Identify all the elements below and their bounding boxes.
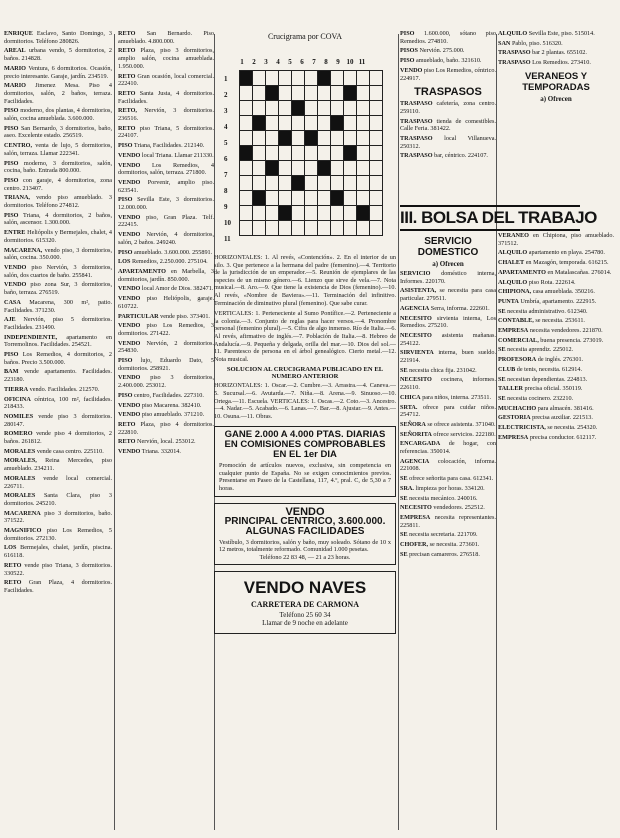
classified-ad: PISO Triana, Facilidades. 212140.	[118, 142, 205, 150]
crossword-cell	[357, 161, 370, 176]
crossword-verticales: VERTICALES: 1. Perteneciente al Sumo Pontífice.—2. Perteneciente a la colonia.—3. Conjunto de reglas para hacer versos.—4. Pronombre personal (femenino plural).—5. Cifra de algo inmenso. Río de Italia.—6. Al revés, afirmativo de inglés.—7. Población de Italia.—8. Hebreo de Andalucía.—9. Pequeña y delgada, orilla del mar.—10. Dios del sol.—11. Parentesco de persona en el árbol genealógico. Cierto metal.—12. Nota musical.	[214, 310, 396, 363]
classified-ad: TALLER precisa oficial. 350119.	[498, 385, 583, 393]
crossword-title: Crucigrama por COVA	[267, 32, 343, 41]
classified-ad: VENDO local Triana. Llamar 211330.	[118, 151, 214, 159]
crossword-cell	[318, 191, 331, 206]
gane-headline: GANE 2.000 A 4.000 PTAS. DIARIAS EN COMISIONES COMPROBABLES EN EL 1er DIA	[224, 429, 386, 461]
classified-ad: VENDO piso amueblado. 371210.	[118, 411, 205, 419]
crossword-cell	[344, 116, 357, 131]
classified-ad: TRASPASO bar, céntrico. 224107.	[400, 152, 488, 160]
classified-ad: SRA. limpieza por horas. 334120.	[400, 484, 485, 492]
classified-ad: NECESITO cocinera, informes. 226110.	[400, 376, 496, 392]
classified-ad: RETO piso Triana, 5 dormitorios. 224107.	[118, 124, 214, 140]
crossword-cell	[370, 71, 383, 86]
crossword-col-number: 1	[240, 58, 244, 66]
servicio-domestico-heading: SERVICIO DOMESTICO	[417, 236, 479, 258]
classified-ad: LOS Remedios, 2.250.000. 275104.	[118, 258, 208, 266]
crossword-cell	[305, 131, 318, 146]
crossword-cell	[279, 101, 292, 116]
classified-ad: PISO centro, Facilidades. 227310.	[118, 391, 204, 399]
classified-ad: RETO Gran ocasión, local comercial. 222410.	[118, 72, 214, 88]
classified-ad: PISO amueblado. 3.600.000. 255891.	[118, 248, 213, 256]
classified-ad: AREAL urbana vendo, 5 dormitorios, 2 baños. 214828.	[4, 47, 112, 63]
crossword-cell	[292, 101, 305, 116]
vendo-title: VENDO	[285, 505, 325, 518]
classified-ad: VENDO Nervión, 2 dormitorios. 254830.	[118, 339, 214, 355]
classified-ad: MORALES vende local comercial. 226711.	[4, 474, 112, 490]
classifieds-column-5-top	[498, 30, 614, 202]
classified-ad: SE necesita secretaria. 221709.	[400, 531, 478, 539]
crossword-cell	[279, 176, 292, 191]
classified-ad: ENRIQUE Esclavo, Santo Domingo, 3 dormitorios. Teléfono 280826.	[4, 30, 112, 45]
crossword-row-numbers	[224, 71, 231, 247]
crossword-cell	[305, 86, 318, 101]
classified-ad: NECESITO asistenta mañanas. 254122.	[400, 331, 496, 347]
classified-ad: CHIPIONA, casa amueblada. 350216.	[498, 288, 595, 296]
crossword-row-number: 9	[224, 203, 228, 211]
vendo-body: Vestíbulo, 3 dormitorios, salón y baño, muy soleado. Sótano de 10 x 12 metros, totalmente reformado. Comunidad 1.000 pesetas.	[219, 538, 391, 554]
crossword-col-number: 11	[358, 58, 366, 66]
classified-ad: RETO Nervión, local. 253012.	[118, 438, 196, 446]
classified-ad: RETO vende piso Triana, 3 dormitorios. 330522.	[4, 561, 112, 577]
crossword-cell	[370, 131, 383, 146]
naves-footer: Llamar de 9 noche en adelante	[262, 619, 348, 628]
classified-ad: EMPRESA precisa conductor. 612117.	[498, 433, 597, 441]
crossword-cell	[344, 221, 357, 236]
crossword-cell	[318, 221, 331, 236]
crossword-cell	[253, 146, 266, 161]
crossword-cell	[292, 116, 305, 131]
crossword-row-number: 2	[224, 91, 228, 99]
classified-ad: TRASPASO Los Remedios. 273410.	[498, 59, 591, 67]
classified-ad: ENTRE Heliópolis y Bermejales, chalet, 4 dormitorios. 615320.	[4, 229, 112, 244]
crossword-cell	[318, 101, 331, 116]
crossword-cell	[240, 191, 253, 206]
classified-ad: MACARENA, vendo piso, 3 dormitorios, salón, cocina. 350.000.	[4, 246, 112, 262]
servicio-ofrecen: a) Ofrecen	[432, 260, 464, 268]
crossword-cell	[370, 101, 383, 116]
crossword-cell	[331, 206, 344, 221]
crossword-cell	[266, 206, 279, 221]
classifieds-column-1	[4, 30, 112, 832]
crossword-cell	[292, 221, 305, 236]
classified-ad: PISO Los Remedios, 4 dormitorios, 2 baños. Precio 3.500.000.	[4, 351, 112, 366]
crossword-col-number: 9	[336, 58, 340, 66]
crossword-cell	[318, 86, 331, 101]
crossword-cell	[266, 146, 279, 161]
classifieds-column-2	[118, 30, 214, 832]
crossword-cell	[292, 191, 305, 206]
crossword-cell	[318, 116, 331, 131]
crossword-cell	[305, 146, 318, 161]
crossword-cell	[279, 116, 292, 131]
classified-ad: TRASPASO bar 2 plantas. 655102.	[498, 49, 587, 57]
crossword-cell	[253, 176, 266, 191]
crossword-cell	[253, 161, 266, 176]
crossword-cell	[370, 86, 383, 101]
crossword-cell	[357, 131, 370, 146]
crossword-cell	[305, 116, 318, 131]
classified-ad: AGENCIA Serra, informa. 222601.	[400, 304, 490, 312]
crossword-cell	[370, 191, 383, 206]
classified-ad: SAN Pablo, piso. 516320.	[498, 39, 563, 47]
crossword-cell	[292, 146, 305, 161]
crossword-solution: HORIZONTALES: 1. Oscar.—2. Cumbre.—3. Arrastra.—4. Caneva.—5. Sucursal.—6. Avutarda.—7. Niña.—8. Arena.—9. Sinuoso.—10. Ortega.—11. Escuela. VERTICALES: 1. Oscas.—2. Coto.—3. Ancestro.—4. Nadar.—5. Acabado.—6. Lanas.—7. Bar.—8. Ajustar.—9. Antes.—10. Osuna.—11. Obras.	[214, 382, 396, 420]
classified-ad: LOS Bermejales, chalet, jardín, piscina. 616118.	[4, 544, 112, 560]
classified-ad: VERANEO en Chipiona, piso amueblado. 371512.	[498, 232, 614, 247]
classified-ad: MORALES vende casa centro. 225110.	[4, 447, 104, 455]
crossword-cell	[266, 221, 279, 236]
crossword-cell	[331, 116, 344, 131]
bolsa-column-5	[498, 232, 614, 832]
classified-ad: PISOS Nervión. 275.000.	[400, 47, 465, 55]
crossword-cell	[253, 116, 266, 131]
crossword-cell	[305, 221, 318, 236]
classified-ad: SE necesita mecánico. 240016.	[400, 494, 478, 502]
crossword-cell	[331, 71, 344, 86]
classified-ad: SE ofrece señorita para casa. 612341.	[400, 475, 494, 483]
crossword-cell	[331, 221, 344, 236]
classified-ad: VENDO piso Nervión, 3 dormitorios, salón, dos cuartos de baño. 255841.	[4, 263, 112, 279]
crossword-column-numbers	[236, 58, 368, 66]
classified-ad: ROMERO vende piso 4 dormitorios, 2 baños. 261812.	[4, 430, 112, 446]
crossword-cell	[370, 161, 383, 176]
crossword-cell	[305, 161, 318, 176]
classified-ad: VENDO piso, Gran Plaza. Telf. 222415.	[118, 213, 214, 229]
classified-ad: RETO, Nervión, 3 dormitorios. 236516.	[118, 107, 214, 123]
crossword-row-number: 6	[224, 155, 228, 163]
classified-ad: ALQUILO apartamento en playa. 254780.	[498, 249, 605, 257]
crossword-cell	[279, 161, 292, 176]
crossword-cell	[331, 176, 344, 191]
classified-ad: VENDO Porvenir, amplio piso. 623541.	[118, 178, 214, 194]
crossword-cell	[253, 206, 266, 221]
crossword-cell	[344, 71, 357, 86]
classified-ad: RETO Gran Plaza, 4 dormitorios. Facilidades.	[4, 579, 112, 594]
vendo-phone: Teléfono 22 83 48, — 21 a 23 horas.	[259, 553, 351, 561]
classified-ad: SEÑORITA ofrece servicios. 222180.	[400, 430, 496, 438]
classified-ad: INDEPENDIENTE, apartamento en Torremolinos. Facilidades. 254521.	[4, 333, 112, 349]
crossword-cell	[305, 191, 318, 206]
crossword-cell	[331, 146, 344, 161]
crossword-solution-heading: SOLUCION AL CRUCIGRAMA PUBLICADO EN EL NUMERO ANTERIOR	[226, 366, 384, 381]
classified-ad: MACARENA piso 3 dormitorios, baño. 371522.	[4, 509, 112, 525]
classified-ad: GESTORIA precisa auxiliar. 221513.	[498, 414, 593, 422]
crossword-cell	[357, 71, 370, 86]
crossword-cell	[292, 131, 305, 146]
crossword-horizontales: HORIZONTALES: 1. Al revés, «Contención». 2. En el interior de un silo. 3. Que pertenece a la hermana del padre (femenino).—4. Territorio de la jurisdicción de un emperador.—5. Reunión de ejemplares de las especies de un mismo género.—6. Lienzo que sirve de vela.—7. Nota musical.—8. Aro.—9. Que tiene la existencia de Dios (femenino).—10. Al revés, «Nombre de Baviera».—11. Terminación del infinitivo. Terminación de diminutivo plural (femenino). Que sabe curar.	[214, 254, 396, 307]
crossword-cell	[292, 176, 305, 191]
classified-ad: RETO Plaza, piso 4 dormitorios. 222810.	[118, 420, 214, 436]
classified-ad: VENDO local Amor de Dios. 382471.	[118, 285, 214, 293]
classified-ad: CENTRO, venta de lujo, 5 dormitorios, salón, terraza. Llamar 222341.	[4, 142, 112, 157]
gane-body: Promoción de artículos nuevos, exclusiva, sin competencia en cualquier punto de España. No se exigen conocimientos previos. Presentarse en Paseo de la Castellana, 117, 4.º, pral. C, de 5,30 a 7 horas.	[219, 462, 391, 493]
classified-ad: PISO Triana, 4 dormitorios, 2 baños, salón, ascensor. 1.300.000.	[4, 211, 112, 227]
crossword-cell	[370, 176, 383, 191]
classified-ad: ALQUILO Sevilla Este, piso. 515014.	[498, 30, 595, 37]
classified-ad: CLUB de tenis, necesita. 612914.	[498, 365, 583, 373]
classified-ad: VENDO piso 3 dormitorios, 2.400.000. 253012.	[118, 374, 214, 390]
crossword-cell	[331, 131, 344, 146]
classified-ad: VENDO Triana. 332014.	[118, 448, 181, 456]
crossword-col-number: 4	[276, 58, 280, 66]
gane-ad	[214, 426, 396, 496]
crossword-cell	[344, 176, 357, 191]
classified-ad: VENDO piso Macarena. 382410.	[118, 401, 202, 409]
classified-ad: VENDO Nervión, 4 dormitorios, salón, 2 baños. 249240.	[118, 231, 214, 246]
classified-ad: SE necesita aprendiz. 225012.	[498, 346, 574, 354]
naves-phone: Teléfono 25 60 34	[279, 611, 331, 620]
crossword-cell	[253, 101, 266, 116]
classified-ad: VENDO piso zona Sur, 3 dormitorios, baño, terraza. 276519.	[4, 281, 112, 297]
classified-ad: OFICINA céntrica, 100 m², facilidades. 218433.	[4, 395, 112, 411]
crossword-cell	[279, 86, 292, 101]
classified-ad: PISO moderno, dos plantas, 4 dormitorios, salón, cocina amueblada. 3.600.000.	[4, 107, 112, 123]
crossword-cell	[370, 116, 383, 131]
crossword-cell	[279, 221, 292, 236]
classified-ad: PUNTA Umbría, apartamento. 222915.	[498, 297, 597, 305]
crossword-cell	[331, 191, 344, 206]
crossword-cell	[305, 101, 318, 116]
classified-ad: TRASPASO local Villanueva. 250312.	[400, 135, 496, 150]
crossword-cell	[318, 71, 331, 86]
classified-ad: MAGNIFICO piso Los Remedios, 5 dormitorios. 272130.	[4, 527, 112, 542]
crossword-row-number: 5	[224, 139, 228, 147]
crossword-cell	[357, 176, 370, 191]
classified-ad: PISO San Bernardo, 3 dormitorios, baño, aseo. Excelente estado. 256519.	[4, 124, 112, 140]
crossword-cell	[357, 101, 370, 116]
crossword-cell	[266, 101, 279, 116]
classified-ad: PROFESORA de inglés. 276301.	[498, 356, 584, 364]
crossword-cell	[253, 71, 266, 86]
classified-ad: SE precisan camareros. 276518.	[400, 550, 480, 558]
crossword-cell	[240, 116, 253, 131]
naves-subtitle: CARRETERA DE CARMONA	[250, 600, 359, 610]
classified-ad: SE necesitan dependientas. 224813.	[498, 375, 588, 383]
crossword-col-number: 6	[300, 58, 304, 66]
classified-ad: TRASPASO cafetería, zona centro. 259110.	[400, 100, 496, 115]
crossword-cell	[370, 221, 383, 236]
classified-ad: TIERRA vendo. Facilidades. 212570.	[4, 385, 100, 393]
classified-ad: SEÑORA se ofrece asistenta. 371040.	[400, 420, 496, 428]
crossword-cell	[266, 71, 279, 86]
crossword-cell	[305, 71, 318, 86]
classified-ad: APARTAMENTO en Matalascañas. 276014.	[498, 268, 612, 276]
crossword-cell	[279, 206, 292, 221]
classified-ad: PISO amueblado, baño. 321610.	[400, 57, 482, 65]
crossword-cell	[357, 191, 370, 206]
classified-ad: CASA Macarena, 300 m², patio. Facilidades. 371230.	[4, 298, 112, 314]
classified-ad: NECESITO sirvienta interna, Los Remedios. 275210.	[400, 314, 496, 330]
classified-ad: VENDO piso Heliópolis, garaje. 610722.	[118, 295, 214, 310]
crossword-cell	[253, 86, 266, 101]
classified-ad: MORALES, Reina Mercedes, piso amueblado. 234211.	[4, 457, 112, 473]
classified-ad: VENDO Los Remedios, 4 dormitorios, salón, terraza. 271800.	[118, 161, 214, 177]
bolsa-column-4	[400, 232, 496, 832]
crossword-row-number: 10	[224, 219, 231, 227]
classified-ad: CHICA para niños, interna. 273511.	[400, 393, 492, 401]
crossword-cell	[344, 191, 357, 206]
classified-ad: SE necesita administrativo. 612340.	[498, 307, 588, 315]
classified-ad: PISO moderno, 3 dormitorios, salón, cocina, baño. Entrada 800.000.	[4, 159, 112, 175]
crossword-cell	[266, 116, 279, 131]
crossword-row-number: 4	[224, 123, 228, 131]
classified-ad: RETO San Bernardo. Piso amueblado. 4.800.000.	[118, 30, 214, 45]
crossword-col-number: 10	[346, 58, 354, 66]
classified-ad: COMERCIAL, buena presencia. 273019.	[498, 336, 604, 344]
crossword-cell	[344, 146, 357, 161]
vendo-principal-ad	[214, 503, 396, 566]
crossword-cell	[357, 86, 370, 101]
classified-ad: SE necesita cocinero. 232210.	[498, 394, 574, 402]
crossword-cell	[344, 101, 357, 116]
crossword-cell	[292, 161, 305, 176]
classified-ad: CHALET en Mazagón, temporada. 616215.	[498, 259, 609, 267]
classified-ad: PISO con garaje, 4 dormitorios, zona centro. 213407.	[4, 176, 112, 192]
crossword-cell	[344, 131, 357, 146]
classified-ad: VENDO piso Los Remedios, céntrico. 224917.	[400, 66, 496, 82]
crossword-col-number: 8	[324, 58, 328, 66]
crossword-cell	[266, 86, 279, 101]
classified-ad: BAM vende apartamento. Facilidades. 223180.	[4, 368, 112, 384]
crossword-cell	[331, 86, 344, 101]
traspasos-heading: TRASPASOS	[414, 86, 482, 99]
crossword-cell	[279, 191, 292, 206]
classified-ad: TRASPASO tienda de comestibles. Calle Feria. 381422.	[400, 117, 496, 133]
vendo-headline: PRINCIPAL CENTRICO, 3.600.000. ALGUNAS FACILIDADES	[224, 515, 386, 537]
crossword-row-number: 1	[224, 75, 228, 83]
crossword-row-number: 7	[224, 171, 228, 179]
classified-ad: MARIO Jimenez Mesa. Piso 4 dormitorios, salón, 2 baños, terraza. Facilidades.	[4, 82, 112, 105]
classified-ad: APARTAMENTO en Marbella, 3 dormitorios, jardín. 850.000.	[118, 267, 214, 283]
crossword-cell	[344, 161, 357, 176]
classified-ad: NECESITO vendedores. 252512.	[400, 504, 485, 512]
classified-ad: EMPRESA necesita vendedores. 221870.	[498, 327, 603, 335]
crossword-cell	[331, 101, 344, 116]
crossword-cell	[266, 191, 279, 206]
crossword-grid	[239, 70, 383, 236]
classified-ad: ALQUILO piso Rota. 222614.	[498, 278, 576, 286]
crossword-col-number: 2	[252, 58, 256, 66]
vendo-naves-ad	[214, 571, 396, 634]
crossword-cell	[240, 176, 253, 191]
crossword-cell	[279, 131, 292, 146]
crossword-cell	[318, 146, 331, 161]
crossword-cell	[240, 161, 253, 176]
crossword-cell	[240, 131, 253, 146]
classified-ad: NOMILES vende piso 3 dormitorios. 280147.	[4, 412, 112, 428]
crossword-cell	[240, 86, 253, 101]
crossword-cell	[305, 206, 318, 221]
crossword-cell	[344, 86, 357, 101]
classified-ad: MORALES Santa Clara, piso 3 dormitorios. 245210.	[4, 492, 112, 507]
crossword-puzzle	[214, 44, 396, 254]
classified-ad: AGENCIA colocación, informa. 221008.	[400, 457, 496, 473]
crossword-cell	[240, 101, 253, 116]
classified-ad: TRIANA, vendo piso amueblado. 3 dormitorios. Teléfono 274812.	[4, 194, 112, 210]
classified-ad: RETO Santa Justa, 4 dormitorios. Facilidades.	[118, 89, 214, 105]
crossword-row-number: 8	[224, 187, 228, 195]
crossword-cell	[305, 176, 318, 191]
crossword-cell	[344, 206, 357, 221]
classified-ad: CONTABLE, se necesita. 253611.	[498, 317, 585, 325]
classified-ad: MARIO Ventura, 6 dormitorios. Ocasión, precio interesante. Garaje, jardín. 234519.	[4, 64, 112, 80]
crossword-cell	[266, 161, 279, 176]
classified-ad: VENDO piso Los Remedios, 3 dormitorios. 271422.	[118, 322, 214, 337]
classified-ad: ASISTENTA, se necesita para casa particular. 279511.	[400, 287, 496, 303]
classified-ad: SE necesita chica fija. 231042.	[400, 366, 477, 374]
classified-ad: EMPRESA necesita representantes. 225811.	[400, 513, 496, 529]
naves-title: VENDO NAVES	[243, 578, 367, 598]
crossword-col-number: 3	[264, 58, 268, 66]
classified-ad: ELECTRICISTA, se necesita. 254320.	[498, 424, 598, 432]
crossword-cell	[253, 221, 266, 236]
crossword-cell	[279, 71, 292, 86]
crossword-cell	[266, 176, 279, 191]
crossword-cell	[331, 161, 344, 176]
veraneos-heading: VERANEOS Y TEMPORADAS	[522, 70, 590, 93]
crossword-column	[214, 30, 396, 832]
crossword-cell	[240, 221, 253, 236]
crossword-cell	[253, 131, 266, 146]
classified-ad: ENCARGADA de hogar, con referencias. 350014.	[400, 440, 496, 456]
crossword-cell	[318, 176, 331, 191]
crossword-cell	[292, 71, 305, 86]
classified-ad: RETO Plaza, piso 3 dormitorios, amplio salón, cocina amueblada. 1.950.000.	[118, 47, 214, 70]
classified-ad: PISO Sevilla Este, 3 dormitorios. 12.000.000.	[118, 196, 214, 212]
classified-ad: PISO lujo, Eduardo Dato, 5 dormitorios. 258921.	[118, 357, 214, 372]
classified-ad: CHOFER, se necesita. 273601.	[400, 541, 480, 549]
crossword-row-number: 3	[224, 107, 228, 115]
crossword-cell	[318, 206, 331, 221]
classified-ad: SIRVIENTA interna, buen sueldo. 221914.	[400, 349, 496, 365]
crossword-cell	[292, 86, 305, 101]
crossword-cell	[357, 206, 370, 221]
crossword-row-number: 11	[224, 235, 231, 243]
crossword-col-number: 5	[288, 58, 292, 66]
classified-ad: PARTICULAR vende piso. 373401.	[118, 312, 210, 320]
crossword-cell	[357, 146, 370, 161]
crossword-cell	[357, 116, 370, 131]
crossword-cell	[318, 131, 331, 146]
veraneos-ofrecen: a) Ofrecen	[540, 94, 572, 103]
classified-ad: PISO 1.600.000, sótano piso Remedios. 274810.	[400, 30, 496, 45]
crossword-cell	[240, 206, 253, 221]
crossword-col-number: 7	[312, 58, 316, 66]
crossword-cell	[266, 131, 279, 146]
crossword-cell	[253, 191, 266, 206]
crossword-cell	[357, 221, 370, 236]
classified-ad: SRTA. ofrece para cuidar niños. 254712.	[400, 403, 496, 419]
crossword-cell	[240, 146, 253, 161]
bolsa-del-trabajo-banner: III. BOLSA DEL TRABAJO	[400, 205, 580, 231]
classified-ad: AJE Nervión, piso 5 dormitorios. Facilidades. 231490.	[4, 316, 112, 331]
classifieds-column-4-top	[400, 30, 496, 202]
classified-ad: SERVICIO doméstico interna, Informes. 220170.	[400, 270, 496, 285]
crossword-cell	[370, 206, 383, 221]
classified-ad: MUCHACHO para almacén. 381416.	[498, 404, 594, 412]
crossword-cell	[240, 71, 253, 86]
crossword-cell	[370, 146, 383, 161]
crossword-cell	[279, 146, 292, 161]
crossword-cell	[318, 161, 331, 176]
crossword-cell	[292, 206, 305, 221]
